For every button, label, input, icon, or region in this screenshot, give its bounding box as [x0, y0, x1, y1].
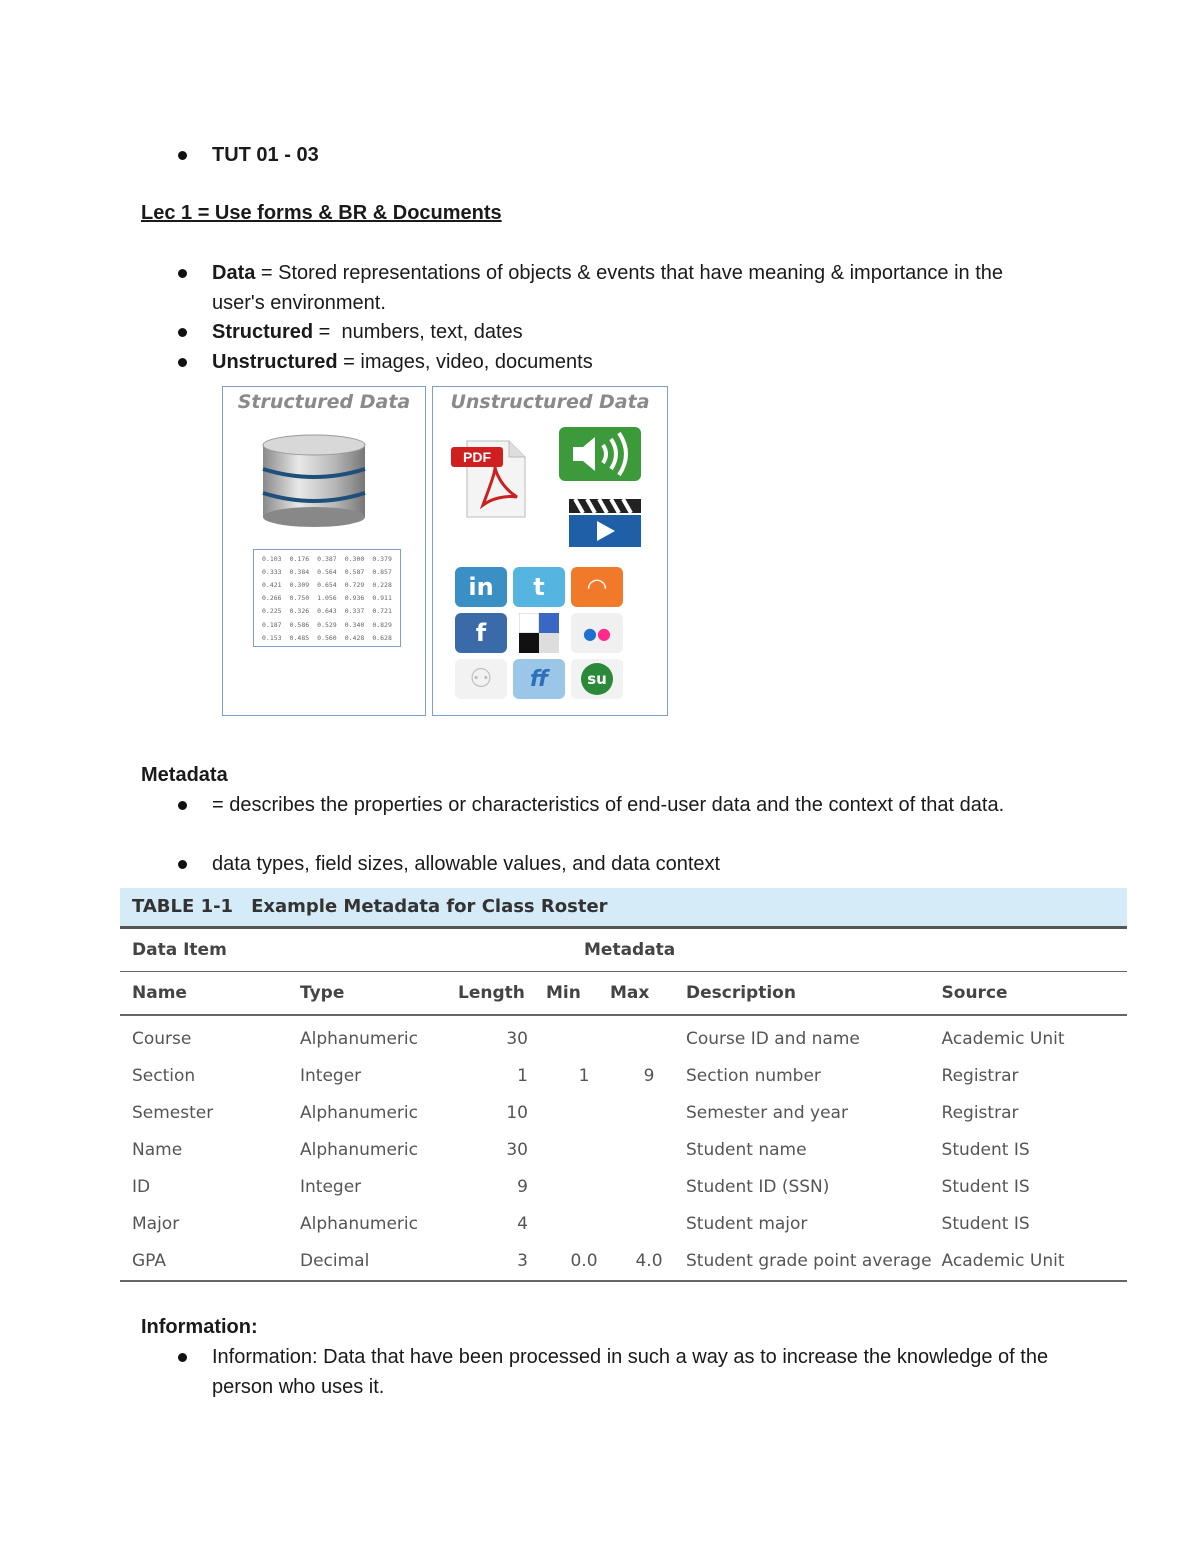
- tut-label: TUT 01 - 03: [212, 144, 319, 166]
- table-cell: Academic Unit: [932, 1242, 1127, 1281]
- bullet-icon: [178, 1353, 187, 1362]
- table-cell: 4: [517, 1213, 528, 1234]
- table-cell: Decimal: [288, 1242, 458, 1281]
- numeric-cell: 0.628: [372, 633, 392, 642]
- metadata-table: [120, 888, 1127, 1282]
- numeric-cell: 0.266: [262, 594, 282, 603]
- table-row: [120, 1205, 1127, 1242]
- numeric-cell: 0.529: [317, 620, 337, 629]
- table-cell: [546, 1205, 610, 1242]
- table-cell: Student major: [686, 1213, 808, 1234]
- numeric-cell: 0.300: [344, 554, 365, 563]
- information-heading: Information:: [141, 1316, 258, 1338]
- numeric-cell: 0.333: [262, 567, 282, 576]
- numeric-cell: 0.857: [372, 567, 392, 576]
- pdf-icon: [457, 439, 529, 519]
- table-cell: Course ID and name: [686, 1028, 860, 1049]
- numeric-cell: 0.750: [289, 594, 310, 603]
- table-cell: [546, 1094, 610, 1131]
- table-cell: 30: [506, 1139, 528, 1160]
- lecture-heading: Lec 1 = Use forms & BR & Documents: [141, 202, 502, 224]
- numeric-cell: 0.586: [289, 620, 310, 629]
- table-cell: Name: [132, 1139, 183, 1160]
- numeric-cell: 0.225: [262, 607, 282, 616]
- table-cell: [546, 1131, 610, 1168]
- table-number: TABLE 1-1: [132, 896, 234, 917]
- table-cell: Student IS: [941, 1139, 1030, 1160]
- numeric-cell: 0.721: [372, 607, 392, 616]
- numeric-cell: 0.421: [262, 580, 282, 589]
- table-cell: Student ID (SSN): [686, 1176, 830, 1197]
- table-cell: [546, 1015, 610, 1057]
- metadata-heading: Metadata: [141, 764, 228, 786]
- group-header-data-item: Data Item: [120, 929, 288, 972]
- bullet-text: = numbers, text, dates: [313, 321, 523, 343]
- table-cell: Registrar: [941, 1102, 1019, 1123]
- friendfeed-icon: ff: [513, 659, 565, 699]
- table-cell: [610, 1205, 676, 1242]
- numeric-cell: 0.387: [317, 554, 337, 563]
- table-cell: Student grade point average: [676, 1242, 932, 1281]
- table-row: [120, 1131, 1127, 1168]
- numeric-cell: 0.485: [289, 633, 310, 642]
- table-row: [120, 1168, 1127, 1205]
- table-row: [120, 1242, 1127, 1281]
- numeric-cell: 0.911: [372, 594, 392, 603]
- database-icon: [259, 433, 369, 529]
- table-cell: Integer: [300, 1176, 362, 1197]
- structured-data-title: Structured Data: [237, 391, 411, 413]
- bullet-text: Information: Data that have been processed in such a way as to increase the knowledge of the person who uses it.: [212, 1346, 1049, 1398]
- table-caption: [120, 888, 1127, 929]
- numeric-cell: 0.340: [344, 620, 365, 629]
- bullet-text: data types, field sizes, allowable values, and data context: [212, 853, 721, 875]
- rss-icon: ◠: [571, 567, 623, 607]
- numeric-cell: 1.056: [317, 594, 337, 603]
- column-header: Length: [458, 972, 546, 1016]
- numeric-cell: 0.829: [372, 620, 392, 629]
- table-cell: Student IS: [941, 1213, 1030, 1234]
- table-row: [120, 1057, 1127, 1094]
- table-cell: [610, 1094, 676, 1131]
- bullet-icon: [178, 358, 187, 367]
- column-header: Min: [546, 972, 610, 1016]
- table-cell: Alphanumeric: [300, 1213, 418, 1234]
- column-header: Type: [288, 972, 458, 1016]
- numeric-cell: 0.337: [344, 607, 365, 616]
- facebook-icon: f: [455, 613, 507, 653]
- numeric-cell: 0.643: [317, 607, 337, 616]
- bullet-text: = describes the properties or characteristics of end-user data and the context of that data.: [212, 794, 1005, 816]
- numeric-cell: 0.153: [262, 633, 282, 642]
- numeric-cell: 0.428: [344, 633, 365, 642]
- table-cell: [610, 1131, 676, 1168]
- group-header-metadata: Metadata: [288, 929, 1127, 972]
- bullet-icon: [178, 801, 187, 810]
- numeric-cell: 0.654: [317, 580, 337, 589]
- table-cell: [610, 1015, 676, 1057]
- table-cell: 0.0: [546, 1242, 610, 1281]
- stumbleupon-icon: su: [571, 659, 623, 699]
- table-row: [120, 1094, 1127, 1131]
- table-cell: ID: [132, 1176, 151, 1197]
- table-row: [120, 1015, 1127, 1057]
- linkedin-icon: in: [455, 567, 507, 607]
- table-cell: 9: [517, 1176, 528, 1197]
- numeric-cell: 0.564: [317, 567, 337, 576]
- table-cell: Course: [132, 1028, 192, 1049]
- table-cell: Major: [132, 1213, 180, 1234]
- bullet-term: Structured: [212, 321, 314, 343]
- table-cell: Alphanumeric: [300, 1102, 418, 1123]
- column-header: Name: [120, 972, 288, 1016]
- table-cell: Semester: [132, 1102, 214, 1123]
- table-cell: 1: [517, 1065, 528, 1086]
- column-header: Max: [610, 972, 676, 1016]
- bullet-icon: [178, 269, 187, 278]
- numeric-cell: 0.560: [317, 633, 337, 642]
- audio-icon: [559, 427, 641, 481]
- table-cell: Semester and year: [686, 1102, 848, 1123]
- numeric-cell: 0.729: [344, 580, 365, 589]
- bullet-text: = Stored representations of objects & events that have meaning & importance in the user's environment.: [212, 262, 1004, 314]
- pdf-label: PDF: [451, 447, 503, 467]
- social-media-icons: [455, 567, 631, 703]
- myspace-icon: ⚇: [455, 659, 507, 699]
- unstructured-data-title: Unstructured Data: [450, 391, 650, 413]
- bullet-term: Data: [212, 262, 256, 284]
- column-header: Description: [676, 972, 932, 1016]
- structured-data-panel: [222, 386, 426, 716]
- table-cell: 1: [578, 1065, 590, 1086]
- unstructured-data-panel: [432, 386, 668, 716]
- table-cell: [610, 1168, 676, 1205]
- numeric-cell: 0.587: [344, 567, 365, 576]
- table-cell: Student name: [686, 1139, 807, 1160]
- numeric-cell: 0.379: [372, 554, 392, 563]
- bullet-term: Unstructured: [212, 351, 338, 373]
- twitter-icon: t: [513, 567, 565, 607]
- column-header: Source: [932, 972, 1127, 1016]
- numeric-cell: 0.176: [289, 554, 310, 563]
- numeric-cell: 0.228: [372, 580, 392, 589]
- table-cell: Integer: [300, 1065, 362, 1086]
- table-cell: 10: [506, 1102, 528, 1123]
- table-cell: [546, 1168, 610, 1205]
- numeric-cell: 0.187: [262, 620, 282, 629]
- table-cell: Section number: [686, 1065, 821, 1086]
- table-cell: Academic Unit: [941, 1028, 1065, 1049]
- bullet-icon: [178, 328, 187, 337]
- table-cell: Alphanumeric: [300, 1028, 418, 1049]
- bullet-icon: [178, 860, 187, 869]
- flickr-icon: ● ●: [571, 613, 623, 653]
- table-cell: 3: [458, 1242, 546, 1281]
- bullet-text: = images, video, documents: [337, 351, 593, 373]
- numeric-cell: 0.103: [262, 554, 282, 563]
- numeric-cell: 0.936: [344, 594, 365, 603]
- numeric-cell: 0.384: [289, 567, 310, 576]
- video-clapper-icon: [567, 495, 643, 549]
- table-cell: 30: [506, 1028, 528, 1049]
- table-cell: 4.0: [610, 1242, 676, 1281]
- table-cell: Registrar: [941, 1065, 1019, 1086]
- table-title: Example Metadata for Class Roster: [251, 896, 608, 917]
- table-cell: Student IS: [941, 1176, 1030, 1197]
- numeric-data-grid: [253, 549, 401, 647]
- table-cell: GPA: [120, 1242, 288, 1281]
- bullet-icon: [178, 151, 187, 160]
- table-cell: 9: [643, 1065, 655, 1086]
- delicious-icon: [513, 613, 565, 653]
- numeric-cell: 0.326: [289, 607, 310, 616]
- table-cell: Alphanumeric: [300, 1139, 418, 1160]
- table-cell: Section: [132, 1065, 196, 1086]
- numeric-cell: 0.309: [289, 580, 310, 589]
